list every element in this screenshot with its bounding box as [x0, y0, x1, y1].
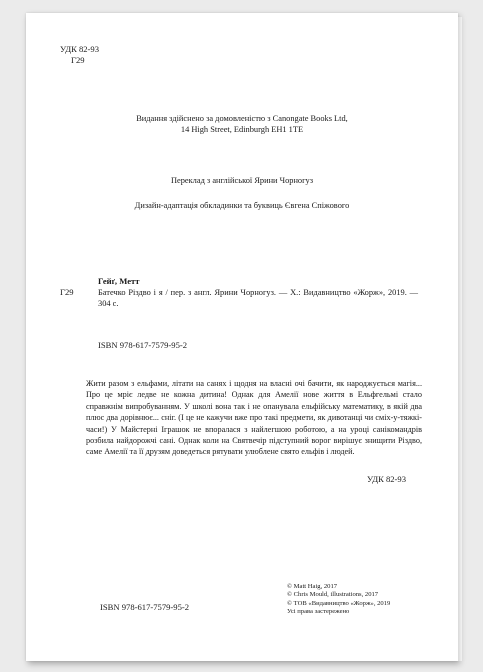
book-page	[26, 13, 458, 661]
copyright-line: © ТОВ «Видавництво «Жорж», 2019	[287, 599, 391, 607]
author-heading: Гейґ, Метт	[98, 276, 140, 286]
udc-code-bottom: УДК 82-93	[367, 474, 407, 484]
copyright-line: Усі права застережено	[287, 608, 350, 616]
copyright-line: © Matt Haig, 2017	[287, 583, 338, 590]
bibliographic-description: Батечко Різдво і я / пер. з англ. Ярини Чорногуз. — Х.: Видавництво «Жорж», 2019. — 304 с.	[98, 288, 418, 308]
author-mark-top: Г29	[71, 55, 85, 65]
isbn-main: ISBN 978-617-7579-95-2	[98, 340, 188, 350]
copyright-line: © Chris Mould, illustrations, 2017	[287, 591, 379, 599]
author-mark: Г29	[60, 287, 74, 297]
page-edge-shadow	[458, 17, 462, 661]
isbn-footer: ISBN 978-617-7579-95-2	[100, 602, 190, 612]
udc-code-top: УДК 82-93	[60, 44, 100, 54]
imprint-line-2: 14 High Street, Edinburgh EH1 1TE	[180, 125, 304, 134]
copyright-block	[287, 583, 390, 617]
imprint-line-1: Видання здійснено за домовленістю з Canongate Books Ltd,	[136, 114, 348, 123]
design-credit: Дизайн-адаптація обкладинки та буквиць Євгена Спіжового	[134, 201, 350, 210]
translator-credit: Переклад з англійської Ярини Чорногуз	[170, 176, 314, 185]
annotation-text: Жити разом з ельфами, літати на санях і щодня на власні очі бачити, як народжується магія... Про це мріє ледве не кожна дитина! Однак для Амелії нове життя в Ельфгельмі стало справжнім випробуванням. У школі вона так і не опанувала ельфійську математику, в якій два плюс два дорівнює... сніг. (І це не кажучи вже про такі предмети, як дивотанці чи сміх-у-тяжкі-часи!) У Майстерні Іграшок не впоралася з найлегшою роботою, а на уроці санікомандрів розбила найдорожчі сані. Однак коли на Святвечір підступний ворог вирішує знищити Різдво, саме Амелії та її друзям доведеться рятувати улюблене свято ельфів і людей.	[86, 379, 422, 457]
